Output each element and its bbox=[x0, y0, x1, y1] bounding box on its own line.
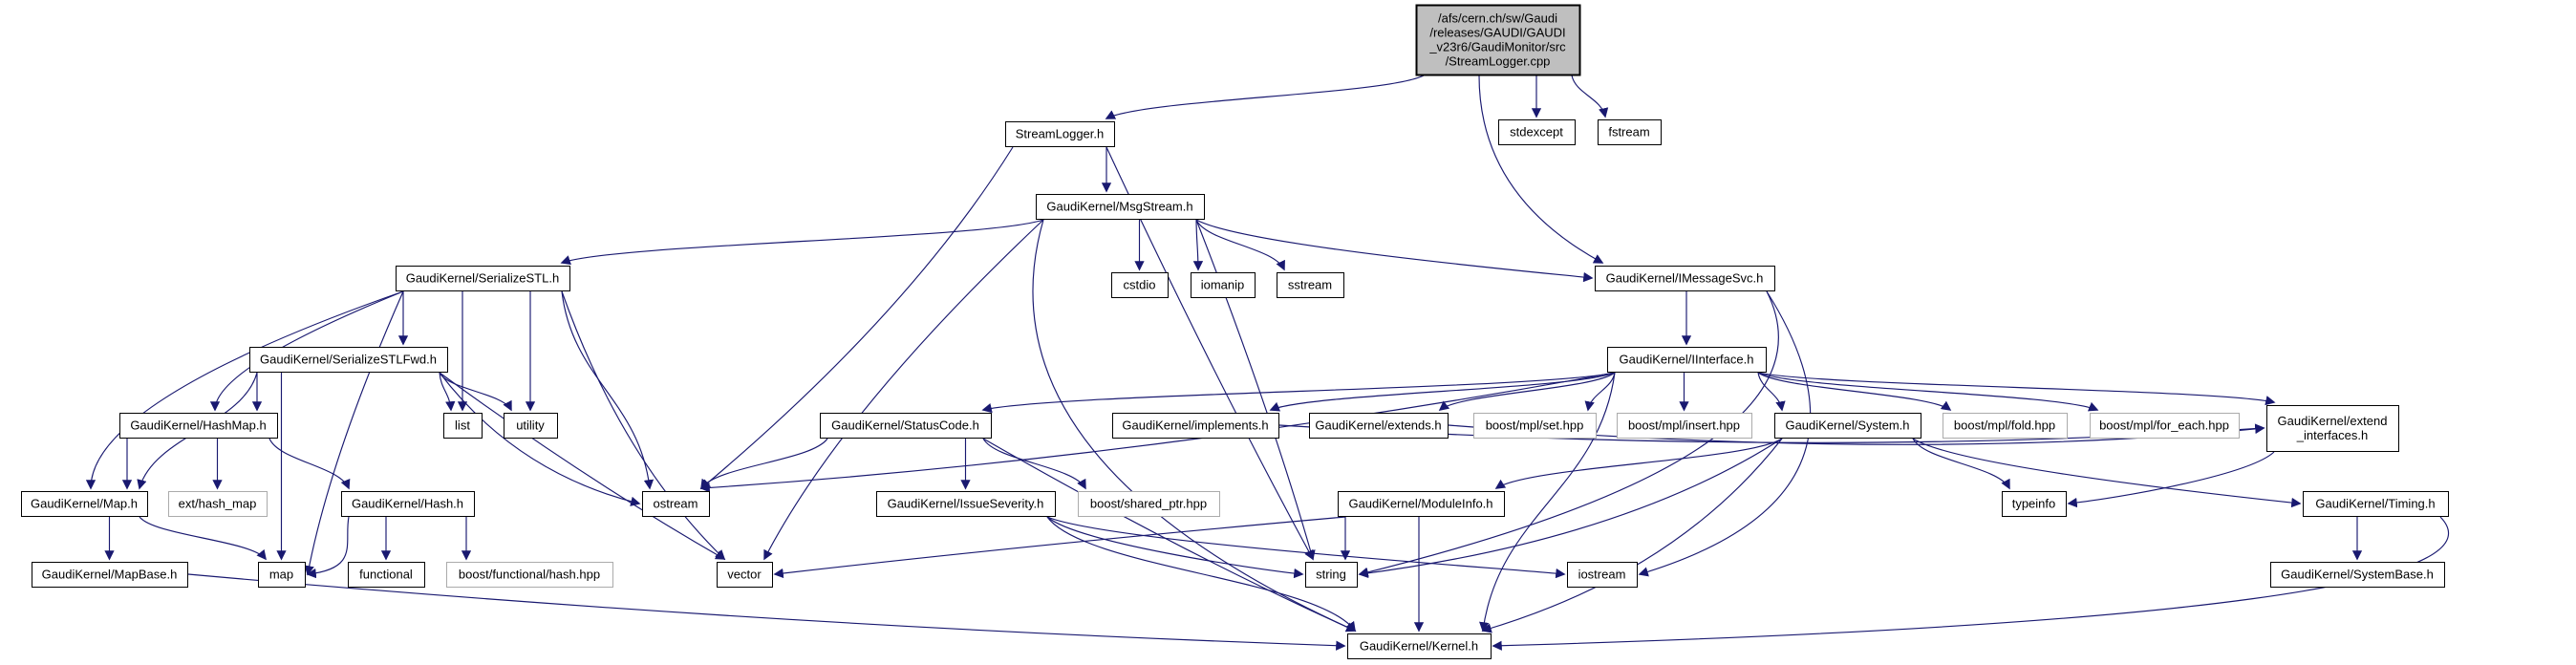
node-label-stdexcept: stdexcept bbox=[1510, 124, 1563, 139]
node-label-system: GaudiKernel/System.h bbox=[1785, 418, 1910, 433]
node-mpl_foreach[interactable] bbox=[2091, 414, 2240, 439]
node-label-vector: vector bbox=[727, 567, 762, 582]
node-imessagesvc[interactable] bbox=[1596, 267, 1775, 291]
node-list[interactable] bbox=[444, 414, 483, 439]
node-ext_hashmap[interactable] bbox=[169, 492, 268, 517]
node-cstdio[interactable] bbox=[1112, 273, 1169, 298]
node-fstream[interactable] bbox=[1599, 120, 1662, 145]
node-iostream[interactable] bbox=[1568, 563, 1638, 588]
node-vector[interactable] bbox=[718, 563, 773, 588]
node-label-boosthash: boost/functional/hash.hpp bbox=[458, 567, 601, 582]
node-label-streamlogger_h: StreamLogger.h bbox=[1015, 126, 1105, 141]
node-streamlogger_h[interactable] bbox=[1006, 122, 1115, 147]
node-iomanip[interactable] bbox=[1191, 273, 1256, 298]
node-map[interactable] bbox=[259, 563, 306, 588]
node-label-utility: utility bbox=[516, 418, 545, 433]
node-label-mpl_insert: boost/mpl/insert.hpp bbox=[1627, 418, 1741, 433]
node-sstream[interactable] bbox=[1277, 273, 1344, 298]
node-statuscode[interactable] bbox=[821, 414, 992, 439]
node-label-mapbase: GaudiKernel/MapBase.h bbox=[41, 567, 178, 582]
node-label-mpl_foreach: boost/mpl/for_each.hpp bbox=[2099, 418, 2229, 433]
node-label-root: /afs/cern.ch/sw/Gaudi /releases/GAUDI/GAUDI _v23r6/GaudiMonitor/src /StreamLogger.cpp bbox=[1429, 11, 1566, 69]
node-ostream[interactable] bbox=[643, 492, 710, 517]
node-label-hash_h: GaudiKernel/Hash.h bbox=[351, 496, 464, 511]
node-label-statuscode: GaudiKernel/StatusCode.h bbox=[831, 418, 979, 433]
node-serializestlfwd[interactable] bbox=[250, 348, 448, 373]
node-label-string: string bbox=[1316, 567, 1346, 582]
node-issueseverity[interactable] bbox=[877, 492, 1056, 517]
node-moduleinfo[interactable] bbox=[1339, 492, 1505, 517]
node-label-sstream: sstream bbox=[1287, 277, 1333, 292]
node-label-mpl_fold: boost/mpl/fold.hpp bbox=[1953, 418, 2056, 433]
node-string[interactable] bbox=[1306, 563, 1358, 588]
node-label-implements: GaudiKernel/implements.h bbox=[1122, 418, 1269, 433]
node-label-systembase: GaudiKernel/SystemBase.h bbox=[2281, 567, 2434, 582]
node-label-list: list bbox=[455, 418, 470, 433]
node-label-msgstream: GaudiKernel/MsgStream.h bbox=[1046, 199, 1193, 214]
node-label-ext_hashmap: ext/hash_map bbox=[178, 496, 257, 511]
node-functional[interactable] bbox=[349, 563, 425, 588]
node-mpl_fold[interactable] bbox=[1943, 414, 2068, 439]
node-stdexcept[interactable] bbox=[1499, 120, 1576, 145]
node-kernel[interactable] bbox=[1348, 634, 1492, 659]
node-mpl_set[interactable] bbox=[1474, 414, 1597, 439]
node-mpl_insert[interactable] bbox=[1618, 414, 1752, 439]
node-utility[interactable] bbox=[504, 414, 558, 439]
node-label-extends: GaudiKernel/extends.h bbox=[1315, 418, 1442, 433]
node-label-functional: functional bbox=[359, 567, 413, 582]
node-label-serializestl: GaudiKernel/SerializeSTL.h bbox=[405, 270, 560, 286]
node-label-sharedptr: boost/shared_ptr.hpp bbox=[1089, 496, 1208, 511]
node-typeinfo[interactable] bbox=[2003, 492, 2067, 517]
node-timing[interactable] bbox=[2304, 492, 2449, 517]
node-label-map: map bbox=[268, 567, 294, 582]
node-systembase[interactable] bbox=[2271, 563, 2445, 588]
node-label-hashmap: GaudiKernel/HashMap.h bbox=[130, 418, 267, 433]
node-label-kernel: GaudiKernel/Kernel.h bbox=[1359, 638, 1479, 654]
node-hashmap[interactable] bbox=[120, 414, 278, 439]
node-label-ostream: ostream bbox=[653, 496, 698, 511]
node-implements[interactable] bbox=[1113, 414, 1279, 439]
node-label-iinterface: GaudiKernel/IInterface.h bbox=[1619, 352, 1754, 367]
node-map_h[interactable] bbox=[22, 492, 148, 517]
node-label-moduleinfo: GaudiKernel/ModuleInfo.h bbox=[1348, 496, 1493, 511]
node-label-mpl_set: boost/mpl/set.hpp bbox=[1485, 418, 1584, 433]
node-root[interactable] bbox=[1417, 6, 1580, 75]
node-label-cstdio: cstdio bbox=[1123, 277, 1156, 292]
node-msgstream[interactable] bbox=[1037, 195, 1205, 220]
node-label-imessagesvc: GaudiKernel/IMessageSvc.h bbox=[1605, 270, 1764, 286]
node-label-map_h: GaudiKernel/Map.h bbox=[30, 496, 139, 511]
node-label-iostream: iostream bbox=[1578, 567, 1626, 582]
node-extendifaces[interactable] bbox=[2267, 406, 2399, 452]
node-label-issueseverity: GaudiKernel/IssueSeverity.h bbox=[887, 496, 1044, 511]
node-hash_h[interactable] bbox=[342, 492, 475, 517]
node-label-iomanip: iomanip bbox=[1200, 277, 1245, 292]
node-system[interactable] bbox=[1775, 414, 1921, 439]
node-mapbase[interactable] bbox=[32, 563, 188, 588]
node-iinterface[interactable] bbox=[1608, 348, 1767, 373]
node-boosthash[interactable] bbox=[447, 563, 613, 588]
node-label-serializestlfwd: GaudiKernel/SerializeSTLFwd.h bbox=[260, 352, 437, 367]
node-extends[interactable] bbox=[1310, 414, 1449, 439]
node-sharedptr[interactable] bbox=[1079, 492, 1220, 517]
node-label-typeinfo: typeinfo bbox=[2011, 496, 2056, 511]
node-label-fstream: fstream bbox=[1608, 124, 1650, 139]
node-serializestl[interactable] bbox=[397, 267, 570, 291]
node-label-timing: GaudiKernel/Timing.h bbox=[2315, 496, 2436, 511]
node-label-extendifaces: GaudiKernel/extend _interfaces.h bbox=[2277, 414, 2388, 442]
